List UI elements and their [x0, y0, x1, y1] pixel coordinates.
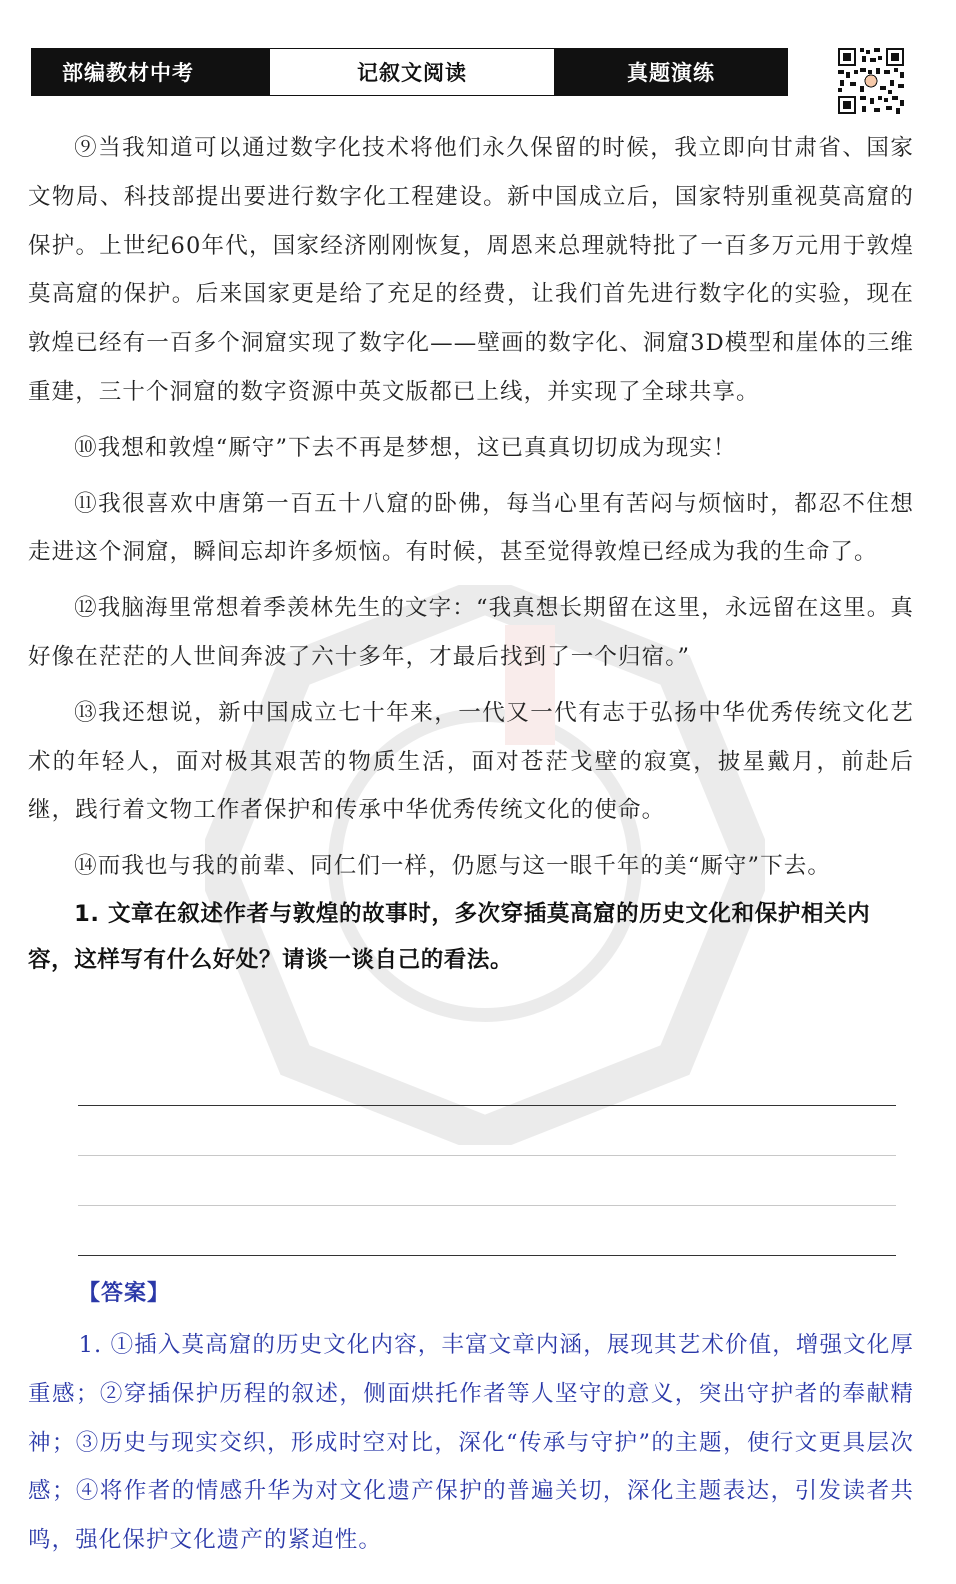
- header-section-label: 真题演练: [555, 49, 787, 95]
- writing-line[interactable]: [78, 1205, 896, 1206]
- answer-heading: 【答案】: [78, 1281, 171, 1306]
- paragraph-9: ⑨当我知道可以通过数字化技术将他们永久保留的时候，我立即向甘肃省、国家文物局、科技部提出要进行数字化工程建设。新中国成立后，国家特别重视莫高窟的保护。上世纪60年代，国家经济刚刚恢复，周恩来总理就特批了一百多万元用于敦煌莫高窟的保护。后来国家更是给了充足的经费，让我们首先进行数字化的实验，现在敦煌已经有一百多个洞窟实现了数字化——壁画的数字化、洞窟3D模型和崖体的三维重建，三十个洞窟的数字资源中英文版都已上线，并实现了全球共享。: [28, 135, 914, 405]
- article-body: [28, 124, 914, 983]
- question-1: 1. 文章在叙述作者与敦煌的故事时，多次穿插莫高窟的历史文化和保护相关内容，这样写有什么好处？请谈一谈自己的看法。: [28, 900, 871, 973]
- page-header: [31, 48, 788, 96]
- header-series-label: 部编教材中考: [32, 49, 269, 95]
- paragraph-12: ⑫我脑海里常想着季羡林先生的文字：“我真想长期留在这里，永远留在这里。真好像在茫茫的人世间奔波了六十多年，才最后找到了一个归宿。”: [28, 595, 914, 670]
- writing-line[interactable]: [78, 1155, 896, 1156]
- paragraph-10: ⑩我想和敦煌“厮守”下去不再是梦想，这已真真切切成为现实！: [74, 434, 737, 461]
- paragraph-13: ⑬我还想说，新中国成立七十年来，一代又一代有志于弘扬中华优秀传统文化艺术的年轻人，面对极其艰苦的物质生活，面对苍茫戈壁的寂寞，披星戴月，前赴后继，践行着文物工作者保护和传承中华优秀传统文化的使命。: [28, 699, 914, 824]
- paragraph-14: ⑭而我也与我的前辈、同仁们一样，仍愿与这一眼千年的美“厮守”下去。: [74, 853, 831, 880]
- qr-code-icon: [836, 46, 906, 116]
- answer-writing-lines: [78, 1105, 896, 1305]
- paragraph-11: ⑪我很喜欢中唐第一百五十八窟的卧佛，每当心里有苦闷与烦恼时，都忍不住想走进这个洞窟，瞬间忘却许多烦恼。有时候，甚至觉得敦煌已经成为我的生命了。: [28, 490, 914, 566]
- answer-text: 1. ①插入莫高窟的历史文化内容，丰富文章内涵，展现其艺术价值，增强文化厚重感；②穿插保护历程的叙述，侧面烘托作者等人坚守的意义，突出守护者的奉献精神；③历史与现实交织，形成时空对比，深化“传承与守护”的主题，使行文更具层次感；④将作者的情感升华为对文化遗产保护的普遍关切，深化主题表达，引发读者共鸣，强化保护文化遗产的紧迫性。: [28, 1332, 914, 1554]
- writing-line[interactable]: [78, 1105, 896, 1106]
- writing-line[interactable]: [78, 1255, 896, 1256]
- header-topic-label: 记叙文阅读: [269, 49, 555, 95]
